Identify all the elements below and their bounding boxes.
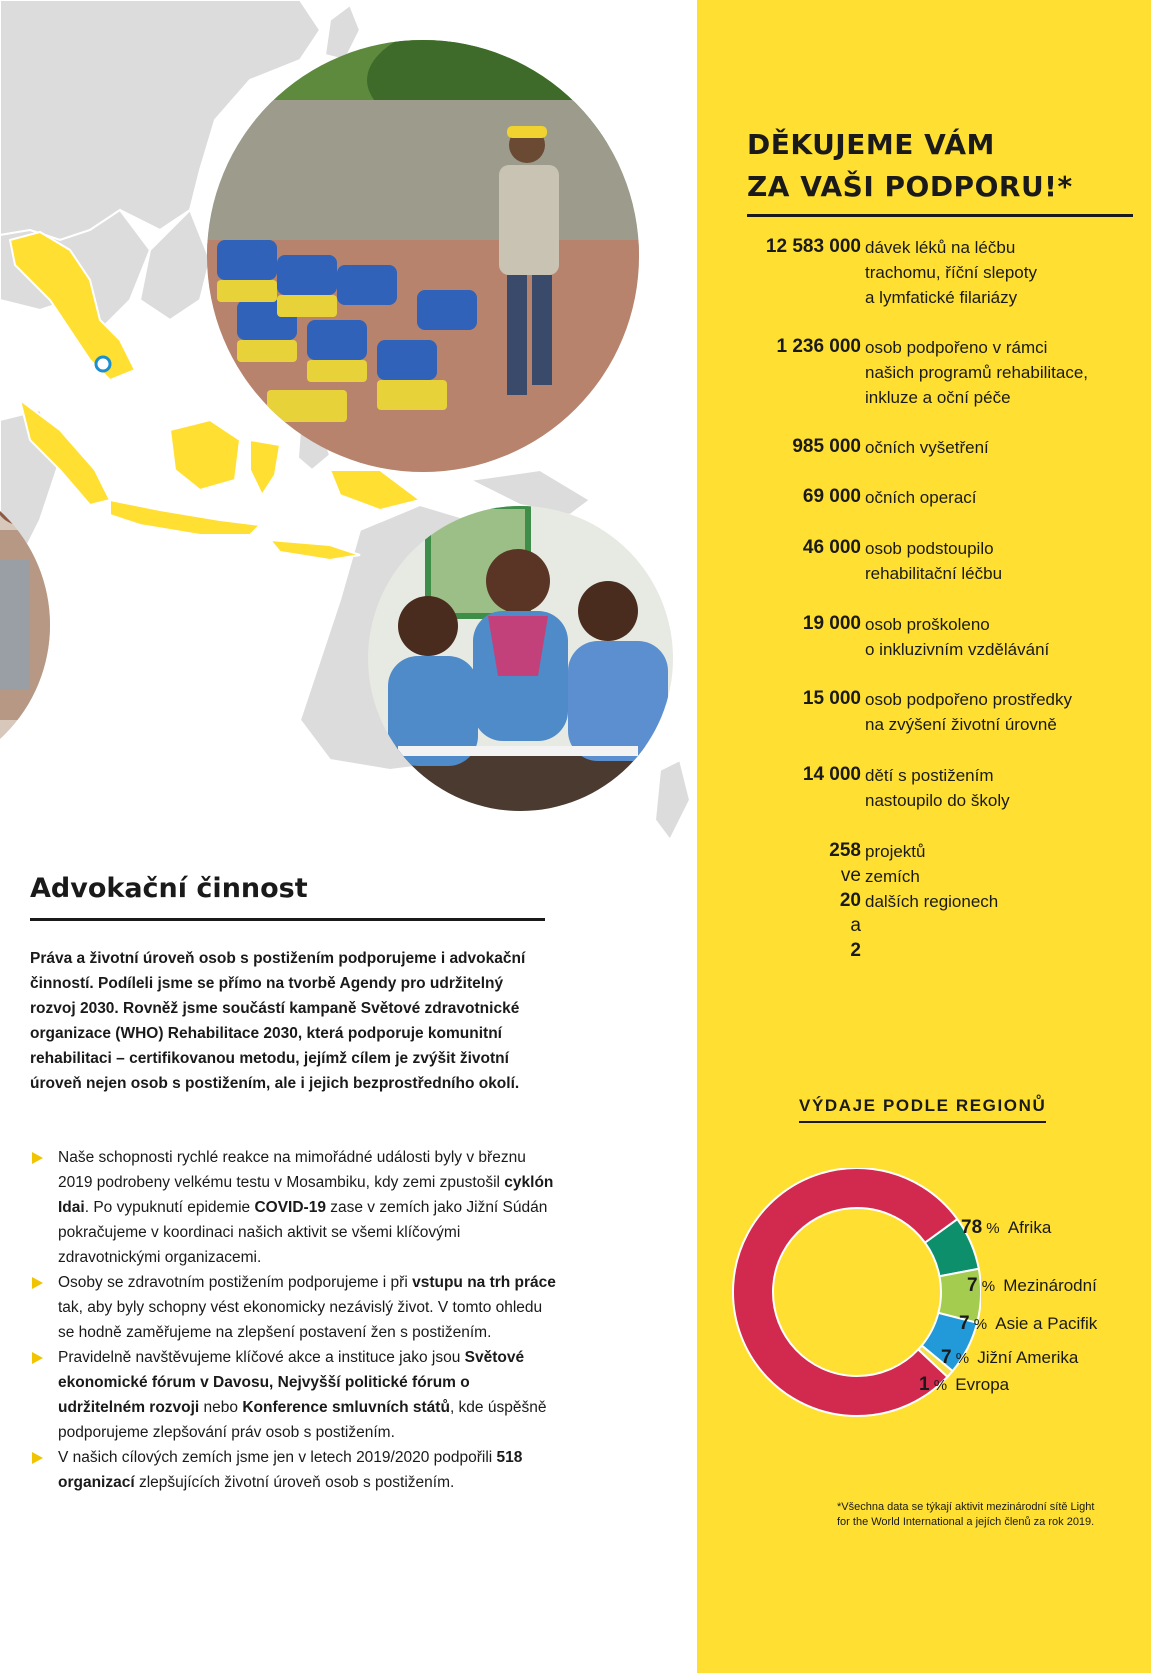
stat-number: 46 000 [802,537,861,558]
map-sulawesi [250,440,280,495]
advocacy-title: Advokační činnost [30,873,308,904]
stat-text: osob proškoleno o inkluzivním vzdělávání [865,615,1050,659]
legend-percent: 7 [941,1347,952,1368]
map-new-zealand [655,760,690,840]
legend-label: Afrika [1007,1218,1052,1237]
stat-number: 69 000 [802,486,861,507]
bullet-arrow-icon [32,1152,43,1164]
photo-girls-studying [368,506,673,811]
stat-number: 1 236 000 [776,336,861,357]
list-item: Osoby se zdravotním postižením podporujeme i při vstupu na trh práce tak, aby byly schopny vést ekonomicky nezávislý život. V tomto ohledu se hodně zaměřujeme na zlepšení postavení žen s postižením. [30,1270,560,1345]
legend-percent: 7 [967,1275,978,1296]
list-item: Naše schopnosti rychlé reakce na mimořádné události byly v březnu 2019 podrobeny velkému testu v Mosambiku, kdy zemi zpustošil cyklón Idai. Po vypuknutí epidemie COVID-19 zase v zemích jako Jižní Súdán pokračujeme v koordinaci našich aktivit se všemi klíčovými zdravotnickými organizacemi. [30,1145,560,1270]
legend-item: 1 % Evropa [919,1374,1010,1395]
stat-text: dávek léků na léčbu trachomu, říční slepoty a lymfatické filariázy [865,238,1037,307]
stat-number: 12 583 000 [765,236,861,257]
map-islands [270,540,360,560]
legend-item: 7 % Asie a Pacifik [959,1313,1098,1334]
legend-percent: 78 [961,1217,983,1238]
footnote: *Všechna data se týkají aktivit mezinárodní sítě Light for the World International a jejích členů za rok 2019. [837,1501,1095,1528]
stat-text: osob podpořeno v rámci našich programů rehabilitace, inkluze a oční péče [865,338,1089,407]
advocacy-bullets [30,1145,560,1495]
stat-number: 14 000 [802,764,861,785]
stat-number: 985 000 [792,436,861,457]
photo-aid-distribution [207,40,639,472]
list-item: Pravidelně navštěvujeme klíčové akce a instituce jako jsou Světové ekonomické fórum v Davosu, Nejvyšší politické fórum o udržitelném rozvoji nebo Konference smluvních států, kde úspěšně podporujeme zlepšování práv osob s postižením. [30,1345,560,1445]
stat-text: dětí s postižením nastoupilo do školy [865,766,1010,810]
stat-number: 258 ve 20 a 2 [829,840,861,961]
thanks-title: DĚKUJEME VÁM ZA VAŠI PODPORU!* [747,128,1073,203]
stat-text: osob podstoupilo rehabilitační léčbu [865,539,1003,583]
stat-text: očních vyšetření [865,438,989,457]
advocacy-divider [30,918,545,921]
advocacy-intro: Práva a životní úroveň osob s postižením podporujeme i advokační činností. Podíleli jsme se přímo na tvorbě Agendy pro udržitelný rozvoj 2030. Rovněž jsme součástí kampaně Světové zdravotnické organizace (WHO) Rehabilitace 2030, která podporuje komunitní rehabilitaci – certifikovanou metodu, jejímž cílem je zvýšit životní úroveň nejen osob s postižením, ale i jejich bezprostředního okolí. [30,950,526,1092]
map-location-marker [96,357,110,371]
bullet-arrow-icon [32,1277,43,1289]
thanks-divider [747,214,1133,217]
legend-item: 7 % Mezinárodní [967,1275,1097,1296]
list-item: V našich cílových zemích jsme jen v letech 2019/2020 podpořili 518 organizací zlepšujících životní úroveň osob s postižením. [30,1445,560,1495]
stat-number: 15 000 [802,688,861,709]
bullet-arrow-icon [32,1352,43,1364]
legend-item: 7 % Jižní Amerika [941,1347,1079,1368]
map-papua-west [330,470,420,510]
legend-percent: 7 [959,1313,970,1334]
stat-number: 19 000 [802,613,861,634]
bullet-arrow-icon [32,1452,43,1464]
stat-text: projektů zemích dalších regionech [865,842,999,911]
legend-label: Jižní Amerika [977,1348,1079,1367]
map-china-east [140,210,210,320]
map-borneo [170,420,240,490]
right-column [697,0,1151,1673]
legend-label: Mezinárodní [1003,1276,1097,1295]
legend-percent: 1 [919,1374,930,1395]
map-java [110,500,260,535]
stat-text: osob podpořeno prostředky na zvýšení životní úrovně [865,690,1072,734]
legend-label: Evropa [955,1375,1010,1394]
stat-text: očních operací [865,488,977,507]
legend-item: 78 % Afrika [961,1217,1052,1238]
legend-label: Asie a Pacifik [995,1314,1098,1333]
regions-title: VÝDAJE PODLE REGIONŮ [799,1096,1046,1123]
